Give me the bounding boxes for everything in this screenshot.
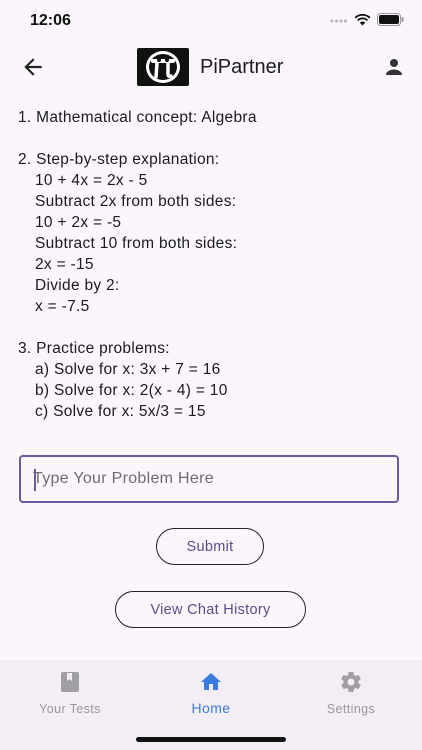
app-logo [137, 48, 189, 86]
step-line: 10 + 4x = 2x - 5 [35, 172, 148, 189]
back-arrow-icon[interactable] [20, 54, 46, 80]
step-line: 10 + 2x = -5 [35, 214, 122, 231]
nav-label-home: Home [191, 700, 231, 716]
pi-mascot-icon [137, 48, 189, 86]
problem-input-container[interactable] [19, 455, 399, 503]
practice-problem: b) Solve for x: 2(x - 4) = 10 [35, 382, 228, 399]
view-chat-history-button[interactable]: View Chat History [115, 591, 306, 628]
problem-input[interactable] [21, 457, 397, 501]
explanation-heading: 2. Step-by-step explanation: [18, 151, 220, 168]
nav-item-your-tests[interactable] [15, 670, 125, 716]
app-bar [0, 44, 422, 90]
practice-heading: 3. Practice problems: [18, 340, 170, 357]
step-line: Subtract 2x from both sides: [35, 193, 237, 210]
nav-item-home[interactable] [156, 670, 266, 716]
text-caret [34, 469, 36, 491]
submit-button[interactable]: Submit [156, 528, 264, 565]
signal-icon [330, 15, 348, 25]
step-line: x = -7.5 [35, 298, 90, 315]
response-text [18, 107, 408, 422]
wifi-icon [354, 14, 371, 26]
gear-icon [339, 670, 363, 694]
account-icon[interactable] [382, 55, 406, 79]
nav-label-your-tests: Your Tests [39, 702, 101, 716]
concept-line: 1. Mathematical concept: Algebra [18, 109, 257, 126]
practice-problem: a) Solve for x: 3x + 7 = 16 [35, 361, 221, 378]
home-indicator [136, 737, 286, 742]
status-icons [330, 13, 404, 26]
battery-icon [377, 13, 404, 26]
practice-problem: c) Solve for x: 5x/3 = 15 [35, 403, 206, 420]
step-line: Subtract 10 from both sides: [35, 235, 238, 252]
status-time: 12:06 [30, 12, 71, 29]
status-bar [0, 0, 422, 40]
nav-item-settings[interactable] [296, 670, 406, 716]
step-line: Divide by 2: [35, 277, 120, 294]
step-line: 2x = -15 [35, 256, 94, 273]
book-icon [58, 670, 82, 694]
nav-label-settings: Settings [326, 702, 376, 716]
app-title: PiPartner [200, 56, 284, 78]
home-icon [199, 670, 223, 694]
